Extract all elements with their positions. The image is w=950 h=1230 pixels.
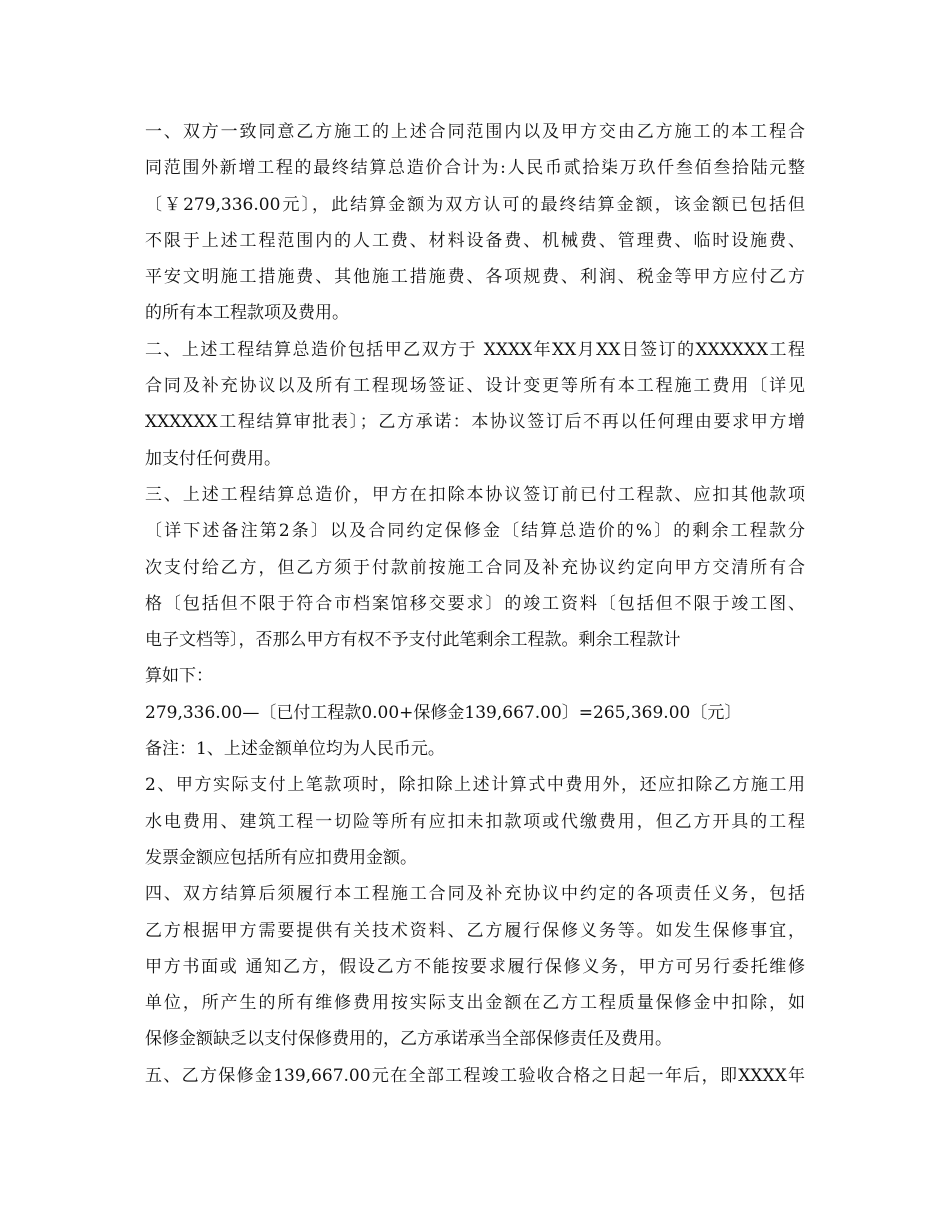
text-line: 〔详下述备注第2条〕以及合同约定保修金〔结算总造价的%〕的剩余工程款分 (145, 521, 805, 542)
text-line: 同范围外新增工程的最终结算总造价合计为:人民币贰拾柒万玖仟叁佰叁拾陆元整 (145, 158, 805, 179)
text-line: 甲方书面或 通知乙方，假设乙方不能按要求履行保修义务，甲方可另行委托维修 (145, 956, 805, 977)
text-line: 格〔包括但不限于符合市档案馆移交要求〕的竣工资料〔包括但不限于竣工图、 (145, 593, 805, 614)
text-line: 电子文档等〕，否那么甲方有权不予支付此笔剩余工程款。剩余工程款计 (145, 630, 681, 651)
text-line: 四、双方结算后须履行本工程施工合同及补充协议中约定的各项责任义务，包括 (145, 884, 805, 905)
text-line: 〔￥279,336.00元〕，此结算金额为双方认可的最终结算金额，该金额已包括但 (145, 194, 805, 215)
text-line: 二、上述工程结算总造价包括甲乙双方于 XXXX年XX月XX日签订的XXXXXX工程 (145, 339, 805, 360)
text-line: 的所有本工程款项及费用。 (145, 303, 349, 324)
text-line: 不限于上述工程范围内的人工费、材料设备费、机械费、管理费、临时设施费、 (145, 230, 805, 251)
text-line: 次支付给乙方，但乙方须于付款前按施工合同及补充协议约定向甲方交清所有合 (145, 557, 805, 578)
text-line: 单位，所产生的所有维修费用按实际支出金额在乙方工程质量保修金中扣除，如 (145, 993, 805, 1014)
text-line: 2、甲方实际支付上笔款项时，除扣除上述计算式中费用外，还应扣除乙方施工用 (145, 775, 805, 796)
text-line: 三、上述工程结算总造价，甲方在扣除本协议签订前已付工程款、应扣其他款项 (145, 484, 805, 505)
text-line: 五、乙方保修金139,667.00元在全部工程竣工验收合格之日起一年后，即XXXX年 (145, 1065, 805, 1086)
text-line: 发票金额应包括所有应扣费用金额。 (145, 847, 417, 868)
document-body (145, 114, 805, 1094)
text-line: 一、双方一致同意乙方施工的上述合同范围内以及甲方交由乙方施工的本工程合 (145, 122, 805, 142)
text-line: XXXXXX工程结算审批表〕；乙方承诺：本协议签订后不再以任何理由要求甲方增 (145, 412, 805, 433)
text-line: 加支付任何费用。 (145, 448, 281, 469)
text-line: 算如下： (145, 666, 213, 687)
text-line: 保修金额缺乏以支付保修费用的，乙方承诺承当全部保修责任及费用。 (145, 1029, 672, 1050)
text-line: 平安文明施工措施费、其他施工措施费、各项规费、利润、税金等甲方应付乙方 (145, 267, 805, 288)
text-line: 备注：1、上述金额单位均为人民币元。 (145, 739, 445, 760)
text-line: 279,336.00—〔已付工程款0.00+保修金139,667.00〕=265,369.00〔元〕 (145, 702, 742, 723)
text-line: 合同及补充协议以及所有工程现场签证、设计变更等所有本工程施工费用〔详见 (145, 376, 805, 397)
text-line: 水电费用、建筑工程一切险等所有应扣未扣款项或代缴费用，但乙方开具的工程 (145, 811, 805, 832)
text-line: 乙方根据甲方需要提供有关技术资料、乙方履行保修义务等。如发生保修事宜， (145, 920, 805, 941)
